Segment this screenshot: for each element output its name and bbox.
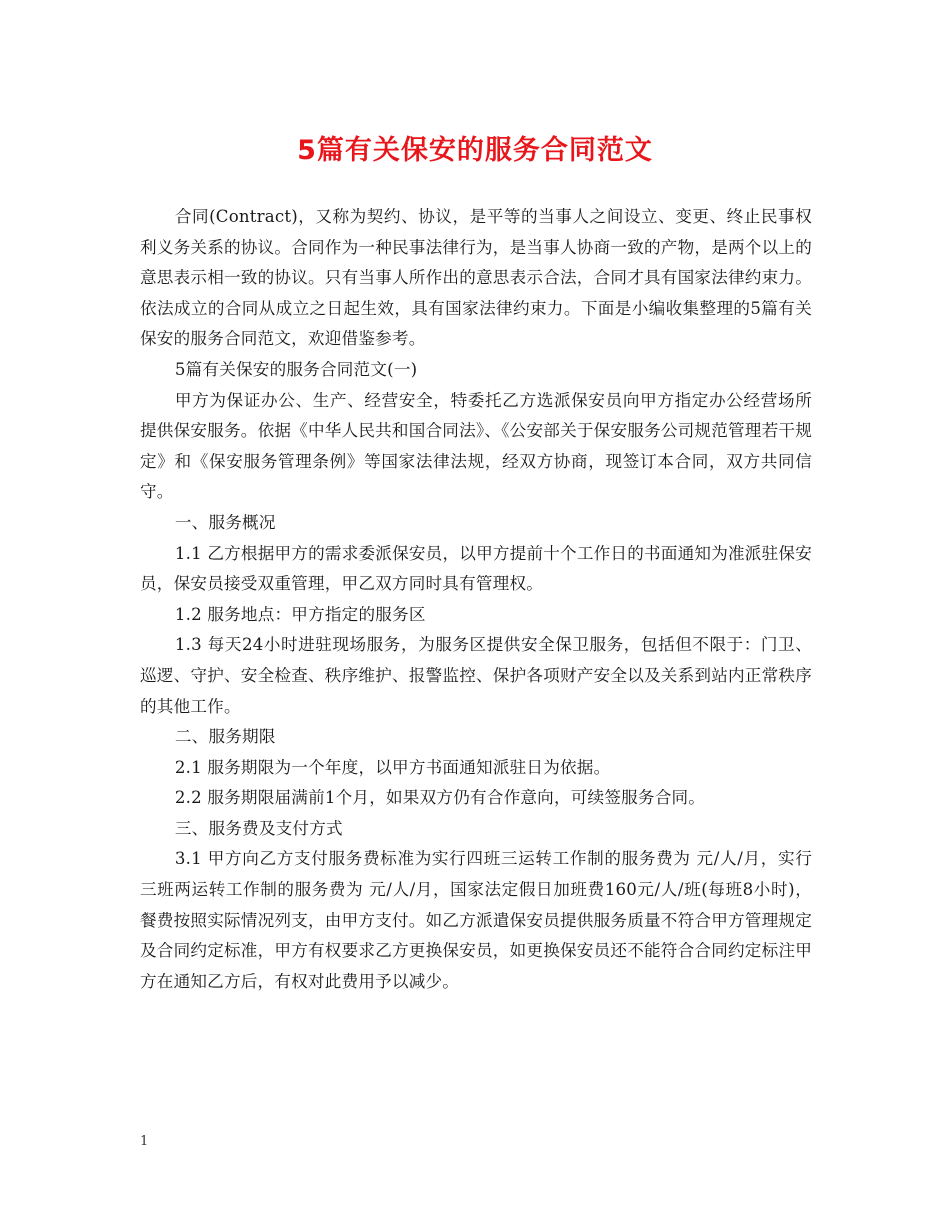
paragraph-preamble: 甲方为保证办公、生产、经营安全，特委托乙方选派保安员向甲方指定办公经营场所提供保安服务。依据《中华人民共和国合同法》、《公安部关于保安服务公司规范管理若干规定》和《保安服务管理条例》等国家法律法规，经双方协商，现签订本合同，双方共同信守。 <box>140 390 812 502</box>
section-heading-1: 一、服务概况 <box>174 512 276 532</box>
document-title: 5篇有关保安的服务合同范文 <box>297 135 653 166</box>
clause-3-1: 3.1 甲方向乙方支付服务费标准为实行四班三运转工作制的服务费为 元/人/月，实行三班两运转工作制的服务费为 元/人/月，国家法定假日加班费160元/人/班(每班8小时)，餐费按照实际情况列支，由甲方支付。如乙方派遣保安员提供服务质量不符合甲方管理规定及合同约定标准，甲方有权要求乙方更换保安员，如更换保安员还不能符合合同约定标注甲方在通知乙方后，有权对此费用予以减少。 <box>140 849 812 991</box>
clause-1-1: 1.1 乙方根据甲方的需求委派保安员，以甲方提前十个工作日的书面通知为准派驻保安员，保安员接受双重管理，甲乙双方同时具有管理权。 <box>140 543 812 594</box>
section-heading-2: 二、服务期限 <box>174 727 276 747</box>
clause-1-3: 1.3 每天24小时进驻现场服务，为服务区提供安全保卫服务，包括但不限于：门卫、巡逻、守护、安全检查、秩序维护、报警监控、保护各项财产安全以及关系到站内正常秩序的其他工作。 <box>140 635 812 716</box>
page-number: 1 <box>140 1134 149 1149</box>
document-body <box>140 202 812 997</box>
clause-1-2: 1.2 服务地点：甲方指定的服务区 <box>174 604 426 624</box>
clause-2-2: 2.2 服务期限届满前1个月，如果双方仍有合作意向，可续签服务合同。 <box>174 788 706 808</box>
clause-2-1: 2.1 服务期限为一个年度，以甲方书面通知派驻日为依据。 <box>174 757 611 777</box>
paragraph-intro: 合同(Contract)，又称为契约、协议，是平等的当事人之间设立、变更、终止民事权利义务关系的协议。合同作为一种民事法律行为，是当事人协商一致的产物，是两个以上的意思表示相一致的协议。只有当事人所作出的意思表示合法，合同才具有国家法律约束力。依法成立的合同从成立之日起生效，具有国家法律约束力。下面是小编收集整理的5篇有关保安的服务合同范文，欢迎借鉴参考。 <box>140 207 812 349</box>
paragraph-subtitle: 5篇有关保安的服务合同范文(一) <box>174 359 418 379</box>
section-heading-3: 三、服务费及支付方式 <box>174 818 343 838</box>
